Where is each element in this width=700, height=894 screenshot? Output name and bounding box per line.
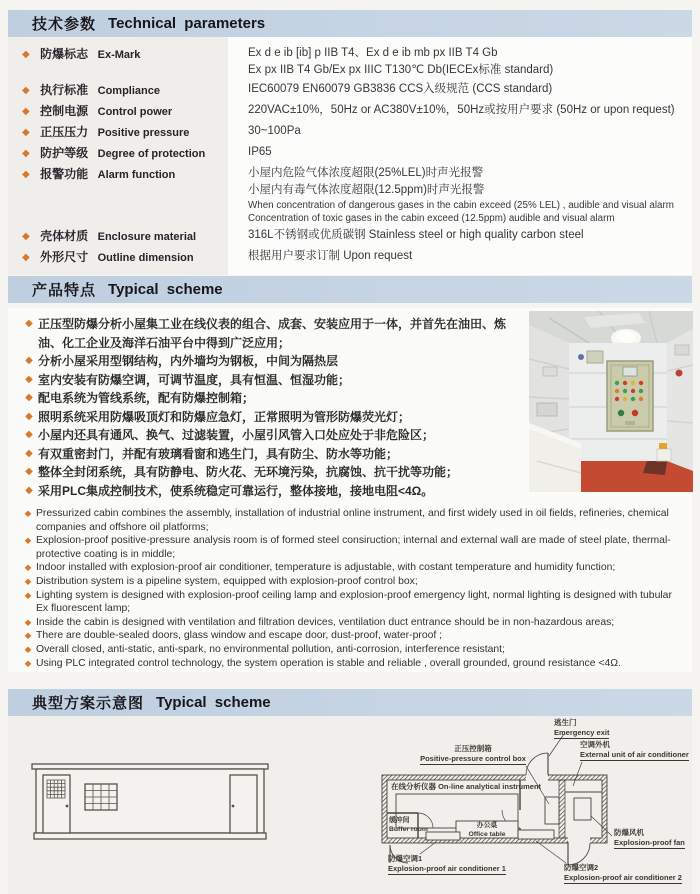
feature-item: ◆ 小屋内还具有通风、换气、过滤装置，小屋引风管入口处应处于非危险区； [20,426,520,445]
diamond-bullet-icon: ◆ [22,148,30,159]
diamond-bullet-icon: ◆ [25,410,33,422]
diamond-bullet-icon: ◆ [24,643,32,654]
diamond-bullet-icon: ◆ [25,373,33,385]
param-row-control-power [8,101,692,122]
param-value: IEC60079 EN60079 GB3836 CCS入级规范 (CCS standard) [228,80,692,101]
diamond-bullet-icon: ◆ [25,447,33,459]
diamond-bullet-icon: ◆ [25,355,33,366]
feature-item: ◆ There are double-sealed doors, glass window and escape door, dust-proof, water-proof ; [20,629,684,643]
feature-list-english [20,507,684,670]
param-label: ◆ 防护等级 Degree of protection [8,143,228,164]
plan-label-ac1: 防爆空调1 Explosion-proof air conditioner 1 [388,854,506,873]
param-row-positive-pressure [8,122,692,143]
technical-parameters-table [8,37,692,263]
plan-label-control-box: 正压控制箱 Positive-pressure control box [420,744,526,763]
feature-item: ◆ 分析小屋采用型钢结构，内外墙均为钢板，中间为隔热层 [20,352,520,371]
diamond-bullet-icon: ◆ [22,169,30,180]
diamond-bullet-icon: ◆ [24,562,32,573]
param-value: IP65 [228,143,692,164]
param-row-enclosure-material [8,226,692,247]
diamond-bullet-icon: ◆ [24,575,32,586]
param-value: 小屋内危险气体浓度超限(25%LEL)时声光报警 小屋内有毒气体浓度超限(12.5ppm)时声光报警 When concentration of dangerous gases in the cabin exceed (25% LEL) , audible and visual alarm Concentration of toxic gases in the cabin exceed (12.5ppm) audible and visual alarm [228,164,692,226]
section-header-typical-scheme [8,689,692,716]
param-value: Ex d e ib [ib] p IIB T4、Ex d e ib mb px IIB T4 Gb Ex px IIB T4 Gb/Ex px IIIC T130℃ Db(IECEx标准 standard) [228,44,692,80]
table-spacer [8,37,692,44]
feature-item: ◆ 采用PLC集成控制技术，使系统稳定可靠运行，整体接地，接地电阻<4Ω。 [20,482,520,501]
feature-item: ◆ 室内安装有防爆空调，可调节温度，具有恒温、恒湿功能； [20,371,520,390]
diamond-bullet-icon: ◆ [25,466,33,477]
param-value: 316L不锈钢或优质碳钢 Stainless steel or high quality carbon steel [228,226,692,247]
feature-item: ◆ Overall closed, anti-static, anti-spark, no environmental pollution, anti-corrosion, interference resistant; [20,643,684,657]
section-header-technical-parameters [8,10,692,37]
section-title-zh: 技术参数 [32,16,97,33]
diamond-bullet-icon: ◆ [24,630,32,641]
diamond-bullet-icon: ◆ [25,318,33,329]
param-value: 根据用户要求订制 Upon request [228,247,692,268]
section-title-zh: 典型方案示意图 [32,695,145,712]
section-title-en: Typical scheme [156,694,271,711]
feature-item: ◆ Inside the cabin is designed with ventilation and filtration devices, ventilation duct entrance should be in non-hazardous areas; [20,616,684,630]
param-row-degree-of-protection [8,143,692,164]
param-label: ◆ 防爆标志 Ex-Mark [8,44,228,80]
plan-label-instrument: 在线分析仪器 On-line analytical instrument [391,782,542,791]
typical-scheme-panel [8,716,692,894]
feature-item: ◆ Explosion-proof positive-pressure analysis room is of formed steel consiruction; internal and external wall are made of steel plate, thermal-protective coating is in middle; [20,534,684,561]
section-title-zh: 产品特点 [32,282,97,299]
param-row-alarm-function [8,164,692,226]
plan-label-fan: 防爆风机 Explosion-proof fan [614,828,685,847]
feature-list-chinese [20,315,520,500]
plan-label-emergency-exit: 逃生门 Emergency exit [554,718,610,737]
section-header-product-features [8,276,692,303]
param-row-ex-mark [8,44,692,80]
param-label: ◆ 执行标准 Compliance [8,80,228,101]
diamond-bullet-icon: ◆ [24,589,32,600]
diamond-bullet-icon: ◆ [22,127,30,138]
diamond-bullet-icon: ◆ [25,429,33,440]
param-label: ◆ 报警功能 Alarm function [8,164,228,226]
floor-plan-drawing [368,718,698,892]
plan-label-ac2: 防爆空调2 Explosion-proof air conditioner 2 [564,863,682,882]
diamond-bullet-icon: ◆ [24,508,32,518]
feature-item: ◆ Distribution system is a pipeline system, equipped with explosion-proof control box; [20,575,684,589]
feature-item: ◆ 整体全封闭系统，具有防静电、防火花、无环境污染，抗腐蚀、抗干扰等功能； [20,463,520,482]
plan-label-ac-external: 空调外机 External unit of air conditioner [580,740,689,759]
feature-item: ◆ Indoor installed with explosion-proof air conditioner, temperature is adjustable, with costant temperature and humidity function; [20,561,684,575]
diamond-bullet-icon: ◆ [25,484,33,496]
diamond-bullet-icon: ◆ [22,49,30,60]
diamond-bullet-icon: ◆ [25,392,33,403]
param-row-outline-dimension [8,247,692,268]
param-label: ◆ 正压压力 Positive pressure [8,122,228,143]
feature-item: ◆ 照明系统采用防爆吸顶灯和防爆应急灯，正常照明为管形防爆荧光灯； [20,408,520,427]
param-label: ◆ 壳体材质 Enclosure material [8,226,228,247]
diamond-bullet-icon: ◆ [22,231,30,242]
section-title-en: Technical parameters [108,15,266,32]
param-value: 220VAC±10%，50Hz or AC380V±10%，50Hz或按用户要求 (50Hz or upon request) [228,101,692,122]
diamond-bullet-icon: ◆ [22,85,30,96]
diamond-bullet-icon: ◆ [22,106,30,117]
param-value: 30~100Pa [228,122,692,143]
section-title-en: Typical scheme [108,281,223,298]
feature-item: ◆ Using PLC integrated control technology, the system operation is stable and reliable , overall grounded, ground resistance <4Ω. [20,657,684,671]
feature-item: ◆ Lighting system is designed with explosion-proof ceiling lamp and explosion-proof emergency light, normal lighting is designed with tubular Ex fluorescent lamp; [20,589,684,616]
param-label: ◆ 控制电源 Control power [8,101,228,122]
diamond-bullet-icon: ◆ [22,252,30,263]
diamond-bullet-icon: ◆ [24,535,32,546]
feature-item: ◆ 有双重密封门，并配有玻璃看窗和逃生门，具有防尘、防水等功能； [20,445,520,464]
param-row-compliance [8,80,692,101]
diamond-bullet-icon: ◆ [24,657,32,668]
plan-label-buffer-room: 缓冲间 Buffer room [389,817,428,833]
diamond-bullet-icon: ◆ [24,616,32,627]
feature-item: ◆ Pressurized cabin combines the assembly, installation of industrial online instrument, and first widely used in oil fields, refineries, chemical companies and offshore oil platforms; [20,507,684,534]
plan-label-office-table: 办公桌 Office table [468,822,506,838]
param-label: ◆ 外形尺寸 Outline dimension [8,247,228,268]
feature-item: ◆ 配电系统为管线系统，配有防爆控制箱； [20,389,520,408]
feature-item: ◆ 正压型防爆分析小屋集工业在线仪表的组合、成套、安装应用于一体，并首先在油田、炼油、化工企业及海洋石油平台中得到广泛应用； [20,315,520,352]
product-features-panel [8,308,692,672]
cabin-elevation-drawing [30,760,270,852]
cabin-interior-photo [529,311,693,492]
table-spacer [8,268,692,275]
